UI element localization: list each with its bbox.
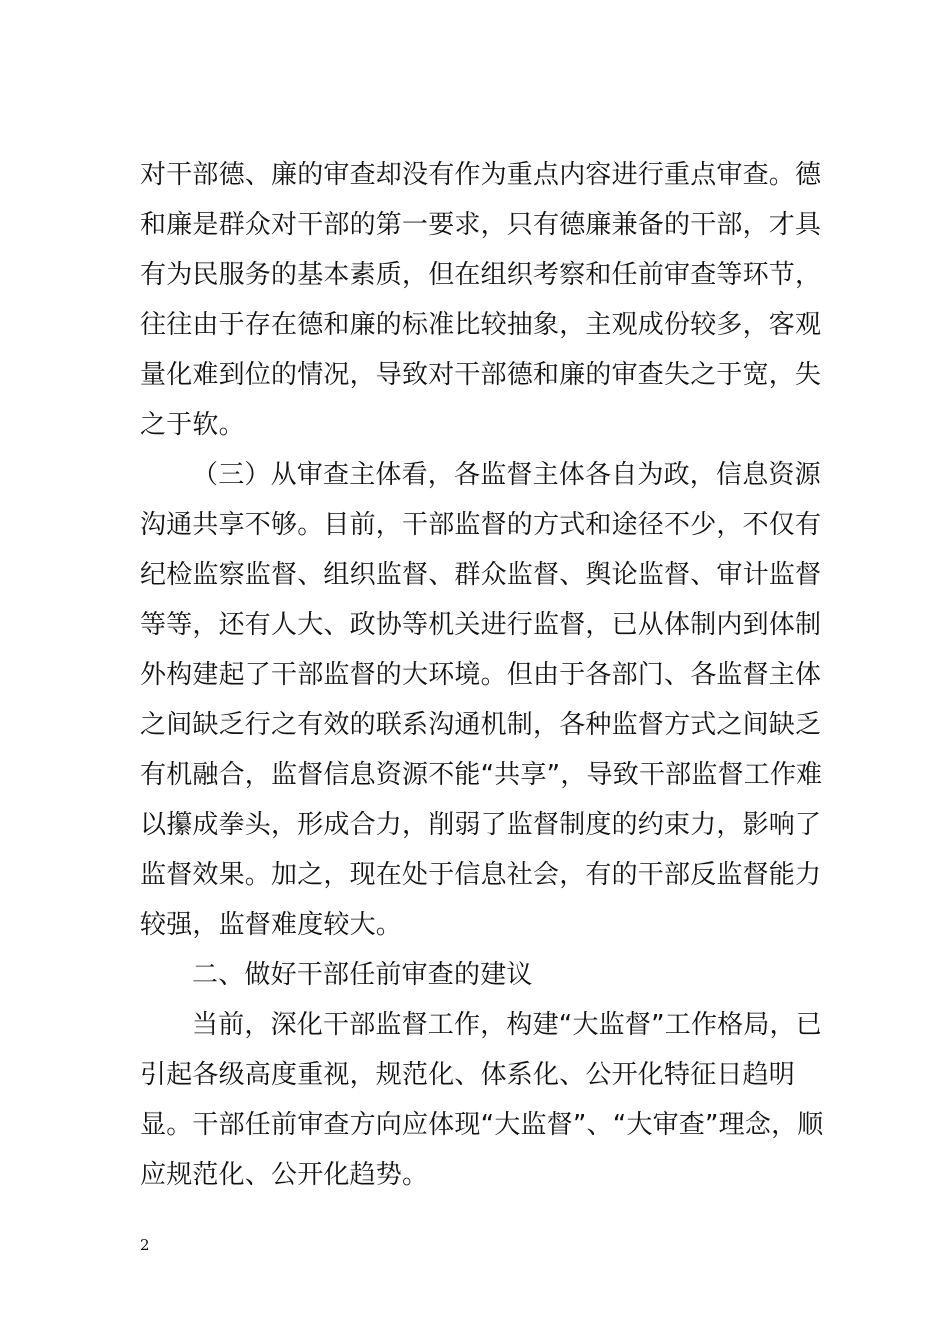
text-line: 以攥成拳头，形成合力，削弱了监督制度的约束力，影响了 <box>140 810 822 840</box>
text-line: 纪检监察监督、组织监督、群众监督、舆论监督、审计监督 <box>140 560 822 590</box>
document-body <box>140 150 824 1200</box>
text-line: 对干部德、廉的审查却没有作为重点内容进行重点审查。德 <box>140 160 822 190</box>
text-line: 外构建起了干部监督的大环境。但由于各部门、各监督主体 <box>140 660 822 690</box>
text-line: 之间缺乏行之有效的联系沟通机制，各种监督方式之间缺乏 <box>140 710 822 740</box>
text-line: 沟通共享不够。目前，干部监督的方式和途径不少，不仅有 <box>140 510 822 540</box>
text-line: 引起各级高度重视，规范化、体系化、公开化特征日趋明 <box>140 1060 796 1090</box>
page-number: 2 <box>140 1236 150 1254</box>
text-line: 有机融合，监督信息资源不能“共享”，导致干部监督工作难 <box>140 760 823 790</box>
text-line: 较强，监督难度较大。 <box>140 910 403 940</box>
text-line: 和廉是群众对干部的第一要求，只有德廉兼备的干部，才具 <box>140 210 822 240</box>
text-line: 等等，还有人大、政协等机关进行监督，已从体制内到体制 <box>140 610 822 640</box>
text-line: 应规范化、公开化趋势。 <box>140 1160 429 1190</box>
text-line: 当前，深化干部监督工作，构建“大监督”工作格局，已 <box>192 1010 822 1040</box>
section-heading: 二、做好干部任前审查的建议 <box>192 960 533 990</box>
text-line: 显。干部任前审查方向应体现“大监督”、“大审查”理念，顺 <box>140 1110 824 1140</box>
text-line: 之于软。 <box>140 410 245 440</box>
text-line: 有为民服务的基本素质，但在组织考察和任前审查等环节， <box>140 260 822 290</box>
text-line: 监督效果。加之，现在处于信息社会，有的干部反监督能力 <box>140 860 822 890</box>
text-line: （三）从审查主体看，各监督主体各自为政，信息资源 <box>192 460 821 490</box>
text-line: 量化难到位的情况，导致对干部德和廉的审查失之于宽，失 <box>140 360 822 390</box>
text-line: 往往由于存在德和廉的标准比较抽象，主观成份较多，客观 <box>140 310 822 340</box>
